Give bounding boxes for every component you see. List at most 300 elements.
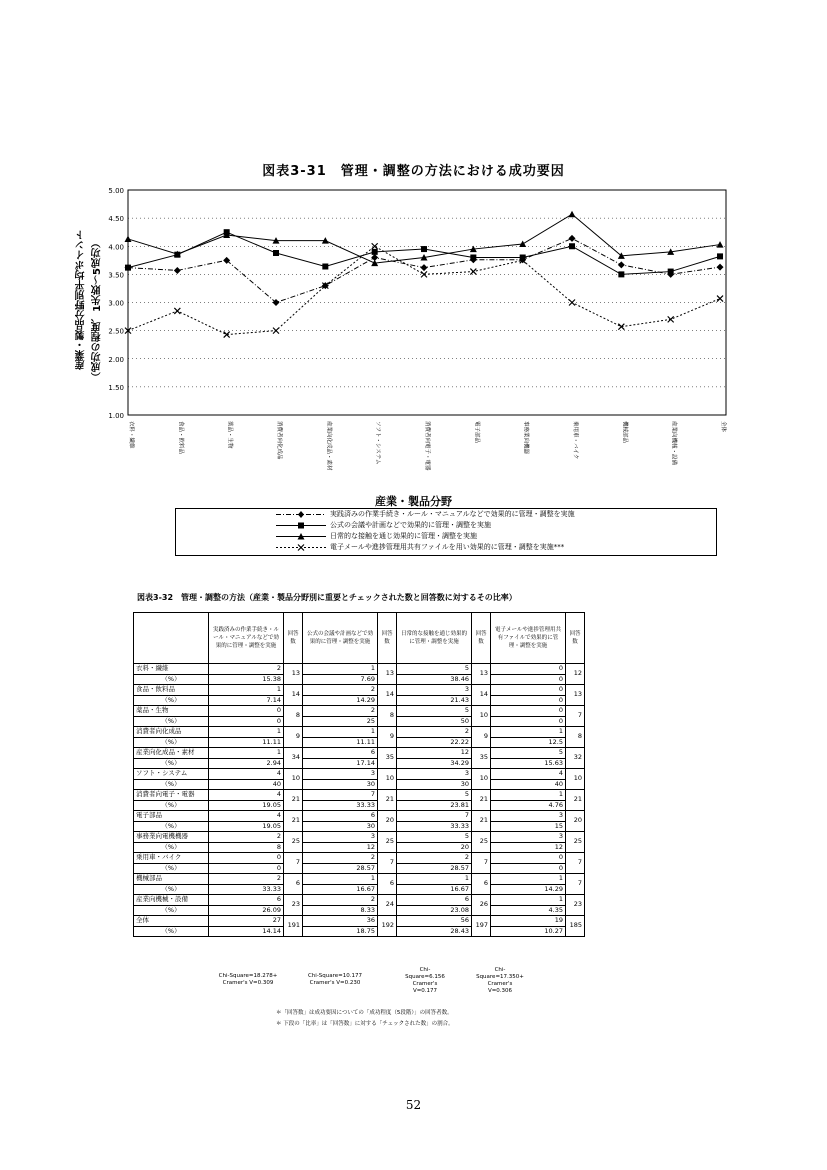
- stat-line: Chi-Square=10.177: [307, 973, 363, 979]
- respondents-cell: 25: [566, 832, 585, 853]
- pct-cell: 15: [491, 821, 566, 832]
- row-label: 事務業向電機機器: [134, 832, 209, 843]
- row-label: 全体: [134, 916, 209, 927]
- chart-grid: [128, 218, 726, 387]
- table-row: [134, 685, 585, 696]
- count-cell: 1: [209, 727, 284, 738]
- respondents-cell: 10: [472, 769, 491, 790]
- count-cell: 3: [303, 832, 378, 843]
- count-cell: 3: [397, 685, 472, 696]
- pct-cell: 30: [397, 779, 472, 790]
- y-tick-label: 4.50: [108, 215, 124, 224]
- respondents-cell: 7: [566, 874, 585, 895]
- respondents-cell: 10: [284, 769, 303, 790]
- table-row: [134, 790, 585, 801]
- x-tick-label: 消費者向化成品: [276, 421, 283, 460]
- row-label: 衣料・繊維: [134, 664, 209, 675]
- count-cell: 5: [397, 706, 472, 717]
- table-row: [134, 748, 585, 759]
- header-cell: 日常的な接触を通じ効果的に管理・調整を実施: [397, 613, 472, 664]
- x-tick-label: 食品・飲料品: [177, 421, 184, 455]
- pct-cell: 22.22: [397, 737, 472, 748]
- count-cell: 56: [397, 916, 472, 927]
- respondents-cell: 9: [472, 727, 491, 748]
- pct-cell: 20: [397, 842, 472, 853]
- count-cell: 6: [209, 895, 284, 906]
- pct-cell: 15.38: [209, 674, 284, 685]
- respondents-cell: 25: [284, 832, 303, 853]
- pct-cell: 19.05: [209, 821, 284, 832]
- pct-label: （%）: [134, 695, 209, 706]
- respondents-cell: 10: [378, 769, 397, 790]
- respondents-cell: 8: [284, 706, 303, 727]
- pct-cell: 4.76: [491, 800, 566, 811]
- data-point-square: [273, 250, 279, 256]
- table-header-row: [134, 613, 585, 664]
- count-cell: 0: [491, 685, 566, 696]
- data-point-triangle: [569, 211, 576, 218]
- x-tick-label: 事務業向機器: [522, 421, 529, 455]
- count-cell: 27: [209, 916, 284, 927]
- data-point-square: [470, 255, 476, 261]
- pct-cell: 8: [209, 842, 284, 853]
- stat-line: Square=6.156: [405, 974, 445, 980]
- respondents-cell: 14: [284, 685, 303, 706]
- count-cell: 4: [209, 769, 284, 780]
- count-cell: 6: [303, 748, 378, 759]
- respondents-cell: 13: [378, 664, 397, 685]
- table-pct-row: [134, 821, 585, 832]
- stat-line: Chi-Square=18.278+: [218, 973, 278, 979]
- table-row: [134, 811, 585, 822]
- stat-col-3: [385, 967, 465, 995]
- respondents-cell: 24: [378, 895, 397, 916]
- line-chart: [0, 0, 827, 500]
- pct-cell: 0: [491, 863, 566, 874]
- stat-line: V=0.177: [412, 988, 438, 994]
- count-cell: 12: [397, 748, 472, 759]
- data-point-triangle: [125, 235, 132, 242]
- count-cell: 2: [303, 853, 378, 864]
- table-pct-row: [134, 695, 585, 706]
- pct-cell: 7.69: [303, 674, 378, 685]
- respondents-cell: 35: [472, 748, 491, 769]
- x-tick-label: 乗用車・バイク: [572, 421, 579, 460]
- pct-cell: 15.63: [491, 758, 566, 769]
- respondents-cell: 6: [472, 874, 491, 895]
- count-cell: 2: [303, 685, 378, 696]
- y-tick-label: 5.00: [108, 187, 124, 195]
- count-cell: 5: [397, 790, 472, 801]
- pct-cell: 12: [303, 842, 378, 853]
- stat-line: Cramer's: [487, 981, 513, 987]
- count-cell: 7: [303, 790, 378, 801]
- x-tick-label: 産業向機械・設備: [670, 421, 677, 466]
- count-cell: 0: [491, 664, 566, 675]
- pct-cell: 50: [397, 716, 472, 727]
- pct-cell: 10.27: [491, 926, 566, 937]
- pct-cell: 4.35: [491, 905, 566, 916]
- pct-cell: 33.33: [209, 884, 284, 895]
- count-cell: 6: [397, 895, 472, 906]
- data-point-x: [273, 328, 279, 334]
- stat-col-1: [208, 973, 288, 987]
- respondents-cell: 26: [472, 895, 491, 916]
- pct-label: （%）: [134, 674, 209, 685]
- respondents-cell: 25: [472, 832, 491, 853]
- legend-item: [176, 531, 716, 542]
- respondents-cell: 7: [378, 853, 397, 874]
- count-cell: 5: [397, 832, 472, 843]
- count-cell: 2: [209, 874, 284, 885]
- table-pct-row: [134, 674, 585, 685]
- y-axis-label-line1: 産業・製品分野別平均ポイント: [76, 230, 87, 370]
- data-table: [133, 612, 585, 937]
- data-point-x: [717, 296, 723, 302]
- respondents-cell: 21: [284, 811, 303, 832]
- table-pct-row: [134, 863, 585, 874]
- respondents-cell: 20: [378, 811, 397, 832]
- legend-label: 公式の会議や計画などで効果的に管理・調整を実施: [330, 521, 491, 529]
- count-cell: 2: [397, 727, 472, 738]
- pct-cell: 25: [303, 716, 378, 727]
- pct-label: （%）: [134, 842, 209, 853]
- respondents-cell: 21: [284, 790, 303, 811]
- pct-cell: 11.11: [209, 737, 284, 748]
- count-cell: 1: [303, 664, 378, 675]
- pct-cell: 2.94: [209, 758, 284, 769]
- respondents-cell: 14: [378, 685, 397, 706]
- data-point-square: [372, 249, 378, 255]
- table-row: [134, 853, 585, 864]
- pct-cell: 0: [491, 716, 566, 727]
- respondents-cell: 7: [472, 853, 491, 874]
- y-tick-label: 3.50: [108, 271, 124, 280]
- table-row: [134, 727, 585, 738]
- stat-line: Square=17.350+: [476, 974, 524, 980]
- respondents-cell: 34: [284, 748, 303, 769]
- pct-cell: 14.29: [303, 695, 378, 706]
- y-tick-label: 3.00: [108, 299, 124, 308]
- pct-cell: 34.29: [397, 758, 472, 769]
- respondents-cell: 13: [566, 685, 585, 706]
- pct-label: （%）: [134, 821, 209, 832]
- x-tick-label: 薬品・生物: [226, 421, 233, 449]
- count-cell: 0: [209, 706, 284, 717]
- count-cell: 1: [303, 874, 378, 885]
- table-pct-row: [134, 779, 585, 790]
- y-tick-label: 4.00: [108, 243, 124, 252]
- row-label: 消費者向電子・電器: [134, 790, 209, 801]
- table-title: 図表3-32 管理・調整の方法（産業・製品分野別に重要とチェックされた数と回答数に対するその比率）: [137, 593, 517, 602]
- pct-cell: 28.57: [397, 863, 472, 874]
- stat-line: Cramer's V=0.309: [222, 980, 274, 986]
- respondents-cell: 13: [284, 664, 303, 685]
- count-cell: 0: [491, 706, 566, 717]
- x-tick-label: 産業向化成品・素材: [325, 421, 332, 471]
- table-row: [134, 874, 585, 885]
- stat-col-4: [460, 967, 540, 995]
- legend-swatch-diamond: [276, 509, 326, 520]
- count-cell: 7: [397, 811, 472, 822]
- page-number: 52: [405, 1098, 422, 1112]
- count-cell: 6: [303, 811, 378, 822]
- pct-cell: 18.75: [303, 926, 378, 937]
- pct-cell: 16.67: [303, 884, 378, 895]
- pct-cell: 16.67: [397, 884, 472, 895]
- count-cell: 4: [491, 769, 566, 780]
- row-label: 薬品・生物: [134, 706, 209, 717]
- count-cell: 3: [491, 832, 566, 843]
- pct-cell: 21.43: [397, 695, 472, 706]
- respondents-cell: 9: [378, 727, 397, 748]
- respondents-cell: 21: [472, 811, 491, 832]
- header-cell: 実践済みの作業手続き・ルール・マニュアルなどで効果的に管理・調整を実施: [209, 613, 284, 664]
- respondents-cell: 21: [378, 790, 397, 811]
- count-cell: 2: [303, 706, 378, 717]
- respondents-cell: 7: [284, 853, 303, 874]
- data-point-square: [125, 265, 131, 271]
- count-cell: 2: [209, 832, 284, 843]
- pct-label: （%）: [134, 737, 209, 748]
- count-cell: 1: [397, 874, 472, 885]
- count-cell: 36: [303, 916, 378, 927]
- data-point-diamond: [421, 264, 428, 271]
- respondents-cell: 12: [566, 664, 585, 685]
- row-label: 乗用車・バイク: [134, 853, 209, 864]
- figure-title: 図表3-31 管理・調整の方法における成功要因: [262, 164, 565, 179]
- table-row: [134, 895, 585, 906]
- legend-swatch-square: [276, 520, 326, 531]
- pct-cell: 0: [209, 716, 284, 727]
- data-point-square: [618, 271, 624, 277]
- pct-cell: 33.33: [397, 821, 472, 832]
- data-point-x: [569, 300, 575, 306]
- x-tick-label: 全体: [720, 421, 727, 433]
- y-axis-label: [62, 230, 122, 400]
- row-label: 産業向機械・設備: [134, 895, 209, 906]
- pct-cell: 11.11: [303, 737, 378, 748]
- pct-cell: 7.14: [209, 695, 284, 706]
- respondents-cell: 35: [378, 748, 397, 769]
- row-label: 機械部品: [134, 874, 209, 885]
- header-cell: 回答数: [566, 613, 585, 664]
- count-cell: 2: [209, 664, 284, 675]
- respondents-cell: 8: [378, 706, 397, 727]
- legend-item: [176, 520, 716, 531]
- respondents-cell: 21: [472, 790, 491, 811]
- count-cell: 0: [209, 853, 284, 864]
- pct-cell: 14.29: [491, 884, 566, 895]
- legend-label: 実践済みの作業手続き・ルール・マニュアルなどで効果的に管理・調整を実施: [330, 510, 575, 518]
- legend-item: [176, 509, 716, 520]
- header-cell: [134, 613, 209, 664]
- legend-swatch-triangle: [276, 531, 326, 542]
- count-cell: 3: [491, 811, 566, 822]
- count-cell: 4: [209, 790, 284, 801]
- chart-ticks: [108, 187, 728, 471]
- stat-col-2: [295, 973, 375, 987]
- count-cell: 0: [491, 853, 566, 864]
- pct-cell: 0: [491, 674, 566, 685]
- data-point-square: [421, 246, 427, 252]
- pct-label: （%）: [134, 779, 209, 790]
- count-cell: 3: [303, 769, 378, 780]
- data-point-square: [322, 264, 328, 270]
- pct-cell: 23.81: [397, 800, 472, 811]
- respondents-cell: 32: [566, 748, 585, 769]
- legend-label: 電子メールや進捗管理用共有ファイルを用い効果的に管理・調整を実施***: [330, 543, 565, 551]
- data-point-x: [174, 308, 180, 314]
- pct-cell: 0: [209, 863, 284, 874]
- table-notes: [276, 1008, 454, 1030]
- respondents-cell: 23: [566, 895, 585, 916]
- count-cell: 2: [303, 895, 378, 906]
- respondents-cell: 7: [566, 706, 585, 727]
- pct-label: （%）: [134, 716, 209, 727]
- pct-cell: 30: [303, 821, 378, 832]
- respondents-cell: 185: [566, 916, 585, 937]
- data-point-square: [668, 269, 674, 275]
- pct-cell: 17.14: [303, 758, 378, 769]
- y-tick-label: 2.50: [108, 327, 124, 336]
- count-cell: 1: [491, 727, 566, 738]
- table-pct-row: [134, 800, 585, 811]
- respondents-cell: 7: [566, 853, 585, 874]
- respondents-cell: 25: [378, 832, 397, 853]
- data-point-square: [569, 243, 575, 249]
- pct-label: （%）: [134, 863, 209, 874]
- table-row: [134, 916, 585, 927]
- pct-cell: 12.5: [491, 737, 566, 748]
- table-row: [134, 832, 585, 843]
- row-label: 消費者向化成品: [134, 727, 209, 738]
- count-cell: 2: [397, 853, 472, 864]
- respondents-cell: 21: [566, 790, 585, 811]
- stat-line: Cramer's V=0.230: [309, 980, 361, 986]
- y-tick-label: 2.00: [108, 355, 124, 364]
- header-cell: 電子メールや進捗管理用共有ファイルで効果的に管理・調整を実施: [491, 613, 566, 664]
- data-point-diamond: [618, 261, 625, 268]
- row-label: 産業向化成品・素材: [134, 748, 209, 759]
- table-pct-row: [134, 758, 585, 769]
- data-point-x: [421, 271, 427, 277]
- respondents-cell: 6: [378, 874, 397, 895]
- table-row: [134, 706, 585, 717]
- pct-cell: 40: [209, 779, 284, 790]
- data-point-diamond: [174, 267, 181, 274]
- pct-label: （%）: [134, 905, 209, 916]
- respondents-cell: 9: [284, 727, 303, 748]
- count-cell: 1: [303, 727, 378, 738]
- legend-label: 日常的な接触を通じ効果的に管理・調整を実施: [330, 532, 477, 540]
- table-pct-row: [134, 884, 585, 895]
- row-label: 電子部品: [134, 811, 209, 822]
- data-point-diamond: [717, 264, 724, 271]
- respondents-cell: 13: [472, 664, 491, 685]
- respondents-cell: 197: [472, 916, 491, 937]
- legend-swatch-x: [276, 542, 326, 553]
- table-row: [134, 769, 585, 780]
- data-point-triangle: [717, 241, 724, 248]
- x-tick-label: 機械部品: [621, 421, 628, 444]
- respondents-cell: 14: [472, 685, 491, 706]
- pct-cell: 23.08: [397, 905, 472, 916]
- table-pct-row: [134, 842, 585, 853]
- data-point-x: [470, 269, 476, 275]
- table-row: [134, 664, 585, 675]
- pct-label: （%）: [134, 926, 209, 937]
- pct-cell: 38.46: [397, 674, 472, 685]
- chart-series: [125, 211, 724, 338]
- y-tick-label: 1.00: [108, 412, 124, 420]
- pct-cell: 28.57: [303, 863, 378, 874]
- pct-cell: 40: [491, 779, 566, 790]
- respondents-cell: 23: [284, 895, 303, 916]
- count-cell: 5: [397, 664, 472, 675]
- count-cell: 1: [491, 874, 566, 885]
- x-tick-label: 消費者向電子・電器: [424, 421, 431, 471]
- pct-cell: 19.05: [209, 800, 284, 811]
- pct-cell: 28.43: [397, 926, 472, 937]
- header-cell: 回答数: [472, 613, 491, 664]
- count-cell: 5: [491, 748, 566, 759]
- y-axis-label-line2: （成功の程度、1失敗～5成功）: [92, 238, 103, 382]
- table-pct-row: [134, 737, 585, 748]
- x-axis-label: 産業・製品分野: [375, 495, 452, 508]
- x-tick-label: 衣料・繊維: [128, 421, 134, 449]
- stat-line: V=0.306: [487, 988, 513, 994]
- note-line: ＊ 下段の「比率」は「回答数」に対する「チェックされた数」の割合。: [276, 1021, 454, 1027]
- respondents-cell: 6: [284, 874, 303, 895]
- respondents-cell: 10: [472, 706, 491, 727]
- pct-cell: 26.09: [209, 905, 284, 916]
- x-tick-label: ソフト・システム: [374, 421, 381, 465]
- pct-cell: 12: [491, 842, 566, 853]
- row-label: 食品・飲料品: [134, 685, 209, 696]
- count-cell: 4: [209, 811, 284, 822]
- pct-label: （%）: [134, 758, 209, 769]
- table-pct-row: [134, 926, 585, 937]
- table-pct-row: [134, 905, 585, 916]
- respondents-cell: 191: [284, 916, 303, 937]
- note-line: ＊「回答数」は成功要因についての「成功程度（5段階）」の回答者数。: [276, 1010, 453, 1016]
- legend-item: [176, 542, 716, 553]
- stat-line: Cramer's: [412, 981, 438, 987]
- row-label: ソフト・システム: [134, 769, 209, 780]
- data-point-x: [668, 316, 674, 322]
- x-tick-label: 電子部品: [473, 421, 480, 444]
- header-cell: 公式の会議や計画などで効果的に管理・調整を実施: [303, 613, 378, 664]
- chart-legend: [175, 508, 717, 556]
- data-point-square: [717, 253, 723, 259]
- respondents-cell: 8: [566, 727, 585, 748]
- data-point-diamond: [569, 235, 576, 242]
- pct-cell: 8.33: [303, 905, 378, 916]
- pct-cell: 30: [303, 779, 378, 790]
- count-cell: 3: [397, 769, 472, 780]
- count-cell: 19: [491, 916, 566, 927]
- pct-label: （%）: [134, 884, 209, 895]
- count-cell: 1: [491, 790, 566, 801]
- count-cell: 1: [209, 748, 284, 759]
- respondents-cell: 20: [566, 811, 585, 832]
- pct-label: （%）: [134, 800, 209, 811]
- table-pct-row: [134, 716, 585, 727]
- y-tick-label: 1.50: [108, 383, 124, 392]
- stat-line: Chi-: [494, 967, 506, 973]
- count-cell: 1: [209, 685, 284, 696]
